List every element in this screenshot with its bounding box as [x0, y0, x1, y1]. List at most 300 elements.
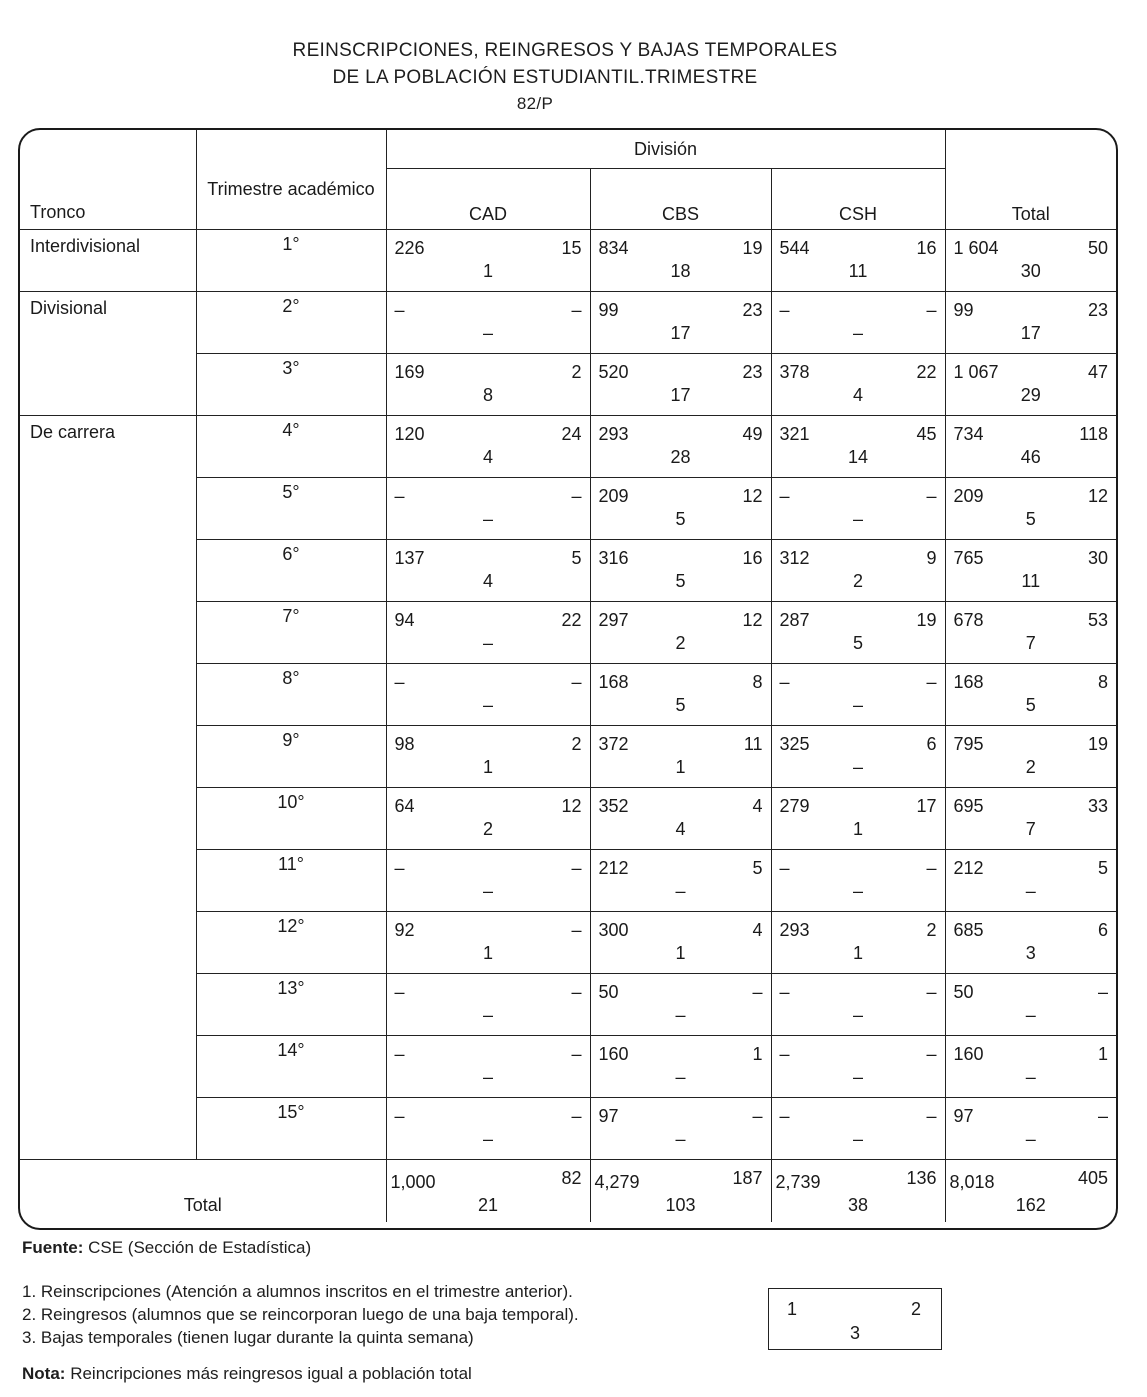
cad-reinscripciones: –	[394, 672, 405, 692]
csh-reingresos: 16	[916, 238, 937, 258]
legend-3: 3	[849, 1323, 860, 1343]
nota-text: Reincripciones más reingresos igual a población total	[70, 1364, 472, 1383]
total-cbs-cell	[590, 1160, 771, 1223]
cbs-cell	[590, 354, 771, 416]
total-total-bajas: 162	[1015, 1195, 1046, 1215]
csh-cell	[771, 416, 945, 478]
cad-reinscripciones: –	[394, 300, 405, 320]
total-reingresos: 30	[1087, 548, 1108, 568]
csh-bajas: 2	[852, 571, 863, 591]
cad-cell	[386, 912, 590, 974]
total-reinscripciones: 97	[953, 1106, 974, 1126]
table-row	[20, 292, 1116, 354]
tronco-group: De carrera	[20, 416, 196, 1160]
csh-reingresos: –	[926, 486, 937, 506]
cbs-cell	[590, 912, 771, 974]
cad-cell	[386, 354, 590, 416]
totals-label: Total	[20, 1160, 386, 1223]
csh-reinscripciones: 287	[779, 610, 810, 630]
cbs-reingresos: 12	[742, 610, 763, 630]
total-reinscripciones: 212	[953, 858, 984, 878]
cad-reinscripciones: –	[394, 858, 405, 878]
csh-cell	[771, 478, 945, 540]
total-bajas: –	[1025, 1005, 1036, 1025]
total-cell	[945, 1036, 1116, 1098]
csh-cell	[771, 664, 945, 726]
title-line-1: REINSCRIPCIONES, REINGRESOS Y BAJAS TEMPORALES	[292, 40, 838, 61]
cbs-bajas: 1	[675, 757, 686, 777]
cbs-bajas: –	[675, 1129, 686, 1149]
trimestre-value: 9°	[196, 726, 386, 788]
total-reinscripciones: 50	[953, 982, 974, 1002]
cbs-reingresos: 5	[752, 858, 763, 878]
cbs-bajas: –	[675, 1067, 686, 1087]
cbs-reinscripciones: 209	[598, 486, 629, 506]
source-line	[22, 1238, 311, 1258]
csh-reingresos: –	[926, 858, 937, 878]
cbs-reingresos: 16	[742, 548, 763, 568]
header-division: División	[386, 130, 945, 169]
tronco-group: Divisional	[20, 292, 196, 416]
cad-bajas: 4	[482, 447, 493, 467]
csh-bajas: 1	[852, 819, 863, 839]
csh-cell	[771, 726, 945, 788]
total-reingresos: 5	[1097, 858, 1108, 878]
header-cbs: CBS	[590, 169, 771, 230]
csh-cell	[771, 912, 945, 974]
total-cell	[945, 478, 1116, 540]
csh-reinscripciones: 279	[779, 796, 810, 816]
cad-reingresos: 12	[561, 796, 582, 816]
total-cad-reinscripciones: 1,000	[390, 1172, 436, 1192]
cad-reinscripciones: 226	[394, 238, 425, 258]
cad-reingresos: 15	[561, 238, 582, 258]
total-csh-reinscripciones: 2,739	[775, 1172, 821, 1192]
csh-reinscripciones: –	[779, 982, 790, 1002]
cad-cell	[386, 230, 590, 292]
total-csh-bajas: 38	[847, 1195, 869, 1215]
csh-cell	[771, 540, 945, 602]
cad-reingresos: 5	[571, 548, 582, 568]
total-reingresos: 12	[1087, 486, 1108, 506]
cbs-cell	[590, 478, 771, 540]
cbs-cell	[590, 602, 771, 664]
total-cell	[945, 912, 1116, 974]
csh-bajas: 1	[852, 943, 863, 963]
trimestre-value: 8°	[196, 664, 386, 726]
cbs-reinscripciones: 212	[598, 858, 629, 878]
cbs-reingresos: 23	[742, 362, 763, 382]
cbs-cell	[590, 664, 771, 726]
cbs-reinscripciones: 834	[598, 238, 629, 258]
cad-cell	[386, 478, 590, 540]
cbs-reinscripciones: 50	[598, 982, 619, 1002]
cad-bajas: –	[482, 695, 493, 715]
cad-reingresos: 2	[571, 734, 582, 754]
cad-reinscripciones: 169	[394, 362, 425, 382]
total-cell	[945, 416, 1116, 478]
csh-reinscripciones: 293	[779, 920, 810, 940]
cbs-bajas: 18	[670, 261, 691, 281]
cad-cell	[386, 540, 590, 602]
cad-bajas: –	[482, 1129, 493, 1149]
total-total-reinscripciones: 8,018	[949, 1172, 995, 1192]
cbs-reingresos: –	[752, 1106, 763, 1126]
cbs-cell	[590, 416, 771, 478]
cad-cell	[386, 1098, 590, 1160]
cbs-cell	[590, 850, 771, 912]
trimestre-value: 2°	[196, 292, 386, 354]
csh-reingresos: 22	[916, 362, 937, 382]
cad-cell	[386, 664, 590, 726]
csh-reinscripciones: 321	[779, 424, 810, 444]
csh-cell	[771, 354, 945, 416]
total-bajas: 30	[1020, 261, 1041, 281]
csh-reingresos: 45	[916, 424, 937, 444]
total-bajas: 5	[1025, 695, 1036, 715]
csh-bajas: –	[852, 1129, 863, 1149]
total-bajas: –	[1025, 1067, 1036, 1087]
cbs-bajas: 5	[675, 695, 686, 715]
csh-bajas: 4	[852, 385, 863, 405]
trimestre-value: 12°	[196, 912, 386, 974]
total-bajas: 7	[1025, 819, 1036, 839]
source-label: Fuente:	[22, 1238, 84, 1257]
total-reingresos: 33	[1087, 796, 1108, 816]
trimestre-value: 5°	[196, 478, 386, 540]
cbs-bajas: –	[675, 881, 686, 901]
cad-bajas: 1	[482, 943, 493, 963]
total-cell	[945, 230, 1116, 292]
cad-reinscripciones: 137	[394, 548, 425, 568]
csh-reinscripciones: –	[779, 858, 790, 878]
cbs-reingresos: 8	[752, 672, 763, 692]
total-bajas: 46	[1020, 447, 1041, 467]
csh-bajas: –	[852, 757, 863, 777]
cad-cell	[386, 602, 590, 664]
total-cell	[945, 974, 1116, 1036]
cbs-cell	[590, 726, 771, 788]
total-bajas: 2	[1025, 757, 1036, 777]
cad-bajas: –	[482, 1005, 493, 1025]
cbs-cell	[590, 540, 771, 602]
cad-reingresos: –	[571, 300, 582, 320]
cbs-bajas: –	[675, 1005, 686, 1025]
total-cell	[945, 664, 1116, 726]
cbs-reinscripciones: 520	[598, 362, 629, 382]
nota-line	[22, 1364, 472, 1384]
cad-bajas: 2	[482, 819, 493, 839]
trimestre-value: 14°	[196, 1036, 386, 1098]
cbs-bajas: 17	[670, 323, 691, 343]
csh-reingresos: –	[926, 672, 937, 692]
cad-cell	[386, 850, 590, 912]
cad-reingresos: –	[571, 1044, 582, 1064]
cad-cell	[386, 974, 590, 1036]
total-reingresos: 53	[1087, 610, 1108, 630]
total-reingresos: 23	[1087, 300, 1108, 320]
csh-cell	[771, 1098, 945, 1160]
note-reinscripciones: 1. Reinscripciones (Atención a alumnos inscritos en el trimestre anterior).	[22, 1282, 573, 1301]
total-reingresos: 47	[1087, 362, 1108, 382]
cad-reinscripciones: 98	[394, 734, 415, 754]
cbs-cell	[590, 292, 771, 354]
total-reingresos: 118	[1079, 424, 1108, 444]
csh-cell	[771, 974, 945, 1036]
cbs-bajas: 28	[670, 447, 691, 467]
total-cell	[945, 850, 1116, 912]
total-cell	[945, 602, 1116, 664]
csh-bajas: 5	[852, 633, 863, 653]
header-total: Total	[945, 130, 1116, 230]
total-bajas: 11	[1021, 571, 1041, 591]
csh-cell	[771, 850, 945, 912]
total-cad-reingresos: 82	[561, 1168, 582, 1188]
csh-reingresos: 6	[926, 734, 937, 754]
cad-cell	[386, 726, 590, 788]
cad-bajas: 4	[482, 571, 493, 591]
total-cbs-bajas: 103	[665, 1195, 696, 1215]
cbs-reinscripciones: 297	[598, 610, 629, 630]
total-reinscripciones: 685	[953, 920, 984, 940]
csh-reinscripciones: –	[779, 300, 790, 320]
total-bajas: –	[1025, 881, 1036, 901]
cbs-reinscripciones: 293	[598, 424, 629, 444]
cbs-cell	[590, 230, 771, 292]
cbs-reinscripciones: 300	[598, 920, 629, 940]
cbs-bajas: 4	[675, 819, 686, 839]
cad-reingresos: –	[571, 1106, 582, 1126]
total-reinscripciones: 734	[953, 424, 984, 444]
csh-cell	[771, 602, 945, 664]
total-reinscripciones: 795	[953, 734, 984, 754]
total-reinscripciones: 160	[953, 1044, 984, 1064]
header-tronco: Tronco	[20, 130, 196, 230]
title-line-2: DE LA POBLACIÓN ESTUDIANTIL.TRIMESTRE	[332, 67, 758, 88]
cad-reingresos: –	[571, 920, 582, 940]
total-cell	[945, 726, 1116, 788]
legend-box	[768, 1288, 942, 1350]
cad-bajas: –	[482, 633, 493, 653]
csh-reingresos: 2	[926, 920, 937, 940]
cbs-cell	[590, 1036, 771, 1098]
total-total-cell	[945, 1160, 1116, 1223]
total-bajas: –	[1025, 1129, 1036, 1149]
csh-reingresos: –	[926, 982, 937, 1002]
cad-reingresos: 24	[561, 424, 582, 444]
cbs-cell	[590, 974, 771, 1036]
csh-reinscripciones: –	[779, 672, 790, 692]
cad-bajas: 8	[482, 385, 493, 405]
total-cell	[945, 540, 1116, 602]
cbs-reinscripciones: 160	[598, 1044, 629, 1064]
cbs-reingresos: 19	[742, 238, 763, 258]
csh-reinscripciones: 544	[779, 238, 810, 258]
total-reinscripciones: 695	[953, 796, 984, 816]
trimestre-value: 7°	[196, 602, 386, 664]
total-reingresos: 1	[1097, 1044, 1108, 1064]
csh-reinscripciones: –	[779, 486, 790, 506]
tronco-group: Interdivisional	[20, 230, 196, 292]
cad-reingresos: –	[571, 982, 582, 1002]
header-cad: CAD	[386, 169, 590, 230]
cad-cell	[386, 1036, 590, 1098]
cbs-reinscripciones: 352	[598, 796, 629, 816]
csh-reingresos: –	[926, 300, 937, 320]
trimestre-value: 13°	[196, 974, 386, 1036]
total-csh-reingresos: 136	[906, 1168, 937, 1188]
cad-reingresos: –	[571, 858, 582, 878]
csh-reinscripciones: 378	[779, 362, 810, 382]
csh-bajas: –	[852, 695, 863, 715]
total-reingresos: 8	[1097, 672, 1108, 692]
total-reingresos: 50	[1087, 238, 1108, 258]
cbs-reingresos: 11	[743, 734, 763, 754]
cbs-bajas: 1	[675, 943, 686, 963]
cad-bajas: –	[482, 1067, 493, 1087]
header-csh: CSH	[771, 169, 945, 230]
total-reingresos: –	[1097, 982, 1108, 1002]
cad-reinscripciones: –	[394, 1106, 405, 1126]
csh-bajas: –	[852, 881, 863, 901]
cad-reinscripciones: –	[394, 1044, 405, 1064]
trimestre-value: 4°	[196, 416, 386, 478]
cad-cell	[386, 292, 590, 354]
csh-bajas: –	[852, 1067, 863, 1087]
cad-bajas: 1	[482, 757, 493, 777]
cbs-reinscripciones: 372	[598, 734, 629, 754]
csh-reinscripciones: –	[779, 1106, 790, 1126]
cad-cell	[386, 788, 590, 850]
csh-bajas: –	[852, 323, 863, 343]
cad-bajas: –	[482, 323, 493, 343]
cbs-cell	[590, 1098, 771, 1160]
cad-reingresos: –	[571, 672, 582, 692]
total-cell	[945, 1098, 1116, 1160]
total-bajas: 7	[1025, 633, 1036, 653]
total-bajas: 29	[1020, 385, 1041, 405]
total-cell	[945, 788, 1116, 850]
csh-reingresos: 9	[926, 548, 937, 568]
total-reinscripciones: 765	[953, 548, 984, 568]
cbs-bajas: 5	[675, 509, 686, 529]
total-bajas: 17	[1020, 323, 1041, 343]
note-reingresos: 2. Reingresos (alumnos que se reincorporan luego de una baja temporal).	[22, 1305, 579, 1324]
csh-bajas: 14	[847, 447, 869, 467]
table-row	[20, 416, 1116, 478]
cad-bajas: –	[482, 509, 493, 529]
cad-bajas: 1	[482, 261, 493, 281]
cbs-bajas: 5	[675, 571, 686, 591]
cad-bajas: –	[482, 881, 493, 901]
csh-reinscripciones: 312	[779, 548, 810, 568]
total-reinscripciones: 209	[953, 486, 984, 506]
csh-bajas: –	[852, 1005, 863, 1025]
cad-reinscripciones: –	[394, 486, 405, 506]
cbs-reingresos: 49	[742, 424, 763, 444]
cbs-reingresos: 4	[752, 920, 763, 940]
trimestre-value: 6°	[196, 540, 386, 602]
cbs-reinscripciones: 168	[598, 672, 629, 692]
cbs-cell	[590, 788, 771, 850]
cad-reingresos: 2	[571, 362, 582, 382]
cbs-reinscripciones: 97	[598, 1106, 619, 1126]
total-cbs-reingresos: 187	[732, 1168, 763, 1188]
legend-2: 2	[910, 1299, 921, 1319]
cad-reinscripciones: 64	[394, 796, 415, 816]
cad-reinscripciones: –	[394, 982, 405, 1002]
trimestre-value: 10°	[196, 788, 386, 850]
total-reingresos: –	[1097, 1106, 1108, 1126]
legend-1: 1	[787, 1299, 798, 1319]
cad-reingresos: 22	[561, 610, 582, 630]
total-cell	[945, 354, 1116, 416]
cad-reingresos: –	[571, 486, 582, 506]
total-reinscripciones: 678	[953, 610, 984, 630]
trimestre-value: 3°	[196, 354, 386, 416]
csh-reingresos: 17	[916, 796, 937, 816]
trimestre-value: 15°	[196, 1098, 386, 1160]
cbs-reingresos: 12	[742, 486, 763, 506]
source-text: CSE (Sección de Estadística)	[88, 1238, 312, 1257]
cad-reinscripciones: 92	[394, 920, 415, 940]
cbs-reingresos: –	[752, 982, 763, 1002]
csh-reingresos: –	[926, 1044, 937, 1064]
total-cad-bajas: 21	[477, 1195, 499, 1215]
total-reinscripciones: 99	[953, 300, 974, 320]
cbs-reingresos: 23	[742, 300, 763, 320]
cbs-reingresos: 1	[752, 1044, 763, 1064]
total-reingresos: 6	[1097, 920, 1108, 940]
csh-reingresos: –	[926, 1106, 937, 1126]
total-bajas: 3	[1025, 943, 1036, 963]
data-table	[20, 130, 1116, 1222]
cbs-bajas: 17	[670, 385, 691, 405]
total-cell	[945, 292, 1116, 354]
cbs-reinscripciones: 316	[598, 548, 629, 568]
csh-cell	[771, 1036, 945, 1098]
csh-bajas: –	[852, 509, 863, 529]
total-reingresos: 19	[1087, 734, 1108, 754]
csh-cell	[771, 292, 945, 354]
nota-label: Nota:	[22, 1364, 66, 1383]
total-cad-cell	[386, 1160, 590, 1223]
cad-reinscripciones: 120	[394, 424, 425, 444]
cbs-bajas: 2	[675, 633, 686, 653]
note-bajas: 3. Bajas temporales (tienen lugar durante la quinta semana)	[22, 1328, 474, 1347]
trimestre-value: 11°	[196, 850, 386, 912]
cbs-reingresos: 4	[752, 796, 763, 816]
csh-cell	[771, 230, 945, 292]
trimestre-value: 1°	[196, 230, 386, 292]
totals-row	[20, 1160, 1116, 1223]
total-reinscripciones: 168	[953, 672, 984, 692]
total-total-reingresos: 405	[1077, 1168, 1108, 1188]
csh-reingresos: 19	[916, 610, 937, 630]
csh-reinscripciones: 325	[779, 734, 810, 754]
total-reinscripciones: 1 604	[953, 238, 999, 258]
total-reinscripciones: 1 067	[953, 362, 999, 382]
total-bajas: 5	[1025, 509, 1036, 529]
cbs-reinscripciones: 99	[598, 300, 619, 320]
csh-cell	[771, 788, 945, 850]
title-line-3: 82/P	[516, 94, 554, 113]
table-row	[20, 230, 1116, 292]
csh-reinscripciones: –	[779, 1044, 790, 1064]
cad-reinscripciones: 94	[394, 610, 415, 630]
csh-bajas: 11	[848, 261, 868, 281]
cad-cell	[386, 416, 590, 478]
